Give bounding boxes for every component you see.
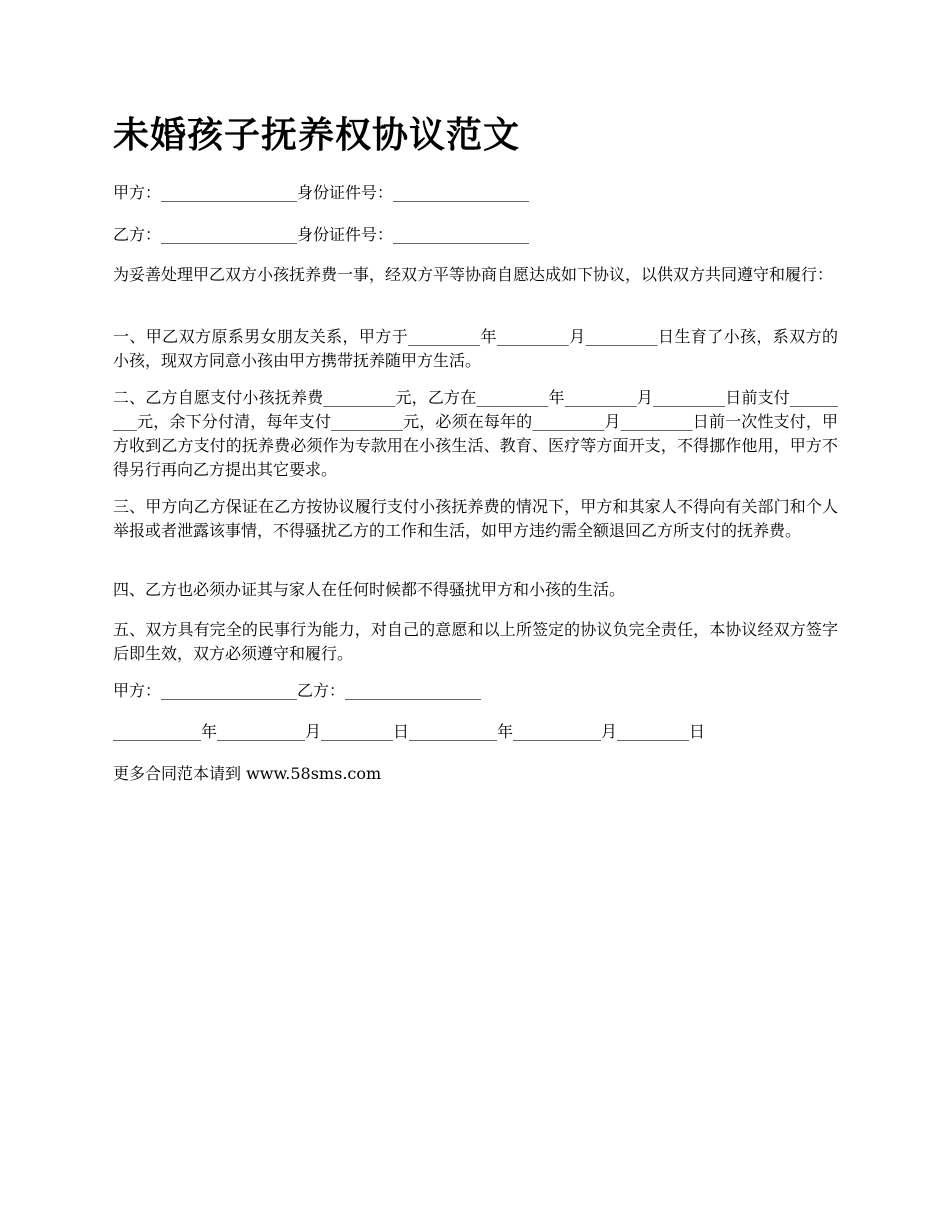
clause-3: 三、甲方向乙方保证在乙方按协议履行支付小孩抚养费的情况下，甲方和其家人不得向有关部门和个人举报或者泄露该事情，不得骚扰乙方的工作和生活，如甲方违约需全额退回乙方所支付的抚养费。 <box>113 497 838 540</box>
party-b-line: 乙方：_________________身份证件号：_________________ <box>113 225 530 244</box>
party-a-line: 甲方：_________________身份证件号：_________________ <box>113 183 530 202</box>
clause-1: 一、甲乙双方原系男女朋友关系，甲方于_________年_________月_________日生育了小孩，系双方的小孩，现双方同意小孩由甲方携带抚养随甲方生活。 <box>113 327 838 370</box>
document-title: 未婚孩子抚养权协议范文 <box>113 115 521 156</box>
intro-paragraph: 为妥善处理甲乙双方小孩抚养费一事，经双方平等协商自愿达成如下协议，以供双方共同遵守和履行： <box>113 265 834 284</box>
footer-note: 更多合同范本请到 www.58sms.com <box>113 764 382 783</box>
clause-5: 五、双方具有完全的民事行为能力，对自己的意愿和以上所签定的协议负完全责任，本协议经双方签字后即生效，双方必须遵守和履行。 <box>113 620 838 663</box>
signature-line: 甲方：_________________乙方：_________________ <box>113 681 482 700</box>
date-line: ___________年___________月_________日___________年___________月_________日 <box>113 722 705 741</box>
clause-4: 四、乙方也必须办证其与家人在任何时候都不得骚扰甲方和小孩的生活。 <box>113 580 626 599</box>
clause-2: 二、乙方自愿支付小孩抚养费_________元，乙方在_________年_________月_________日前支付_________元，余下分付清，每年支付_________元，必须在每年的_________月_________日前一次性支付，甲方收到乙方支付的抚养费必须作为专款用在小孩生活、教育、医疗等方面开支，不得挪作他用，甲方不得另行再向乙方提出其它要求。 <box>113 388 838 479</box>
